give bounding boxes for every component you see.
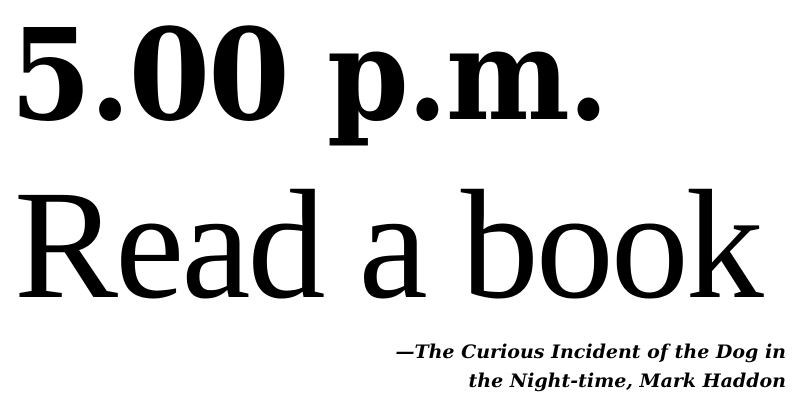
- attribution: [266, 338, 786, 396]
- attribution-line-2: the Night-time, Mark Haddon: [468, 370, 786, 392]
- attribution-line-1: —The Curious Incident of the Dog in: [395, 341, 786, 363]
- action-heading: Read a book: [14, 158, 761, 331]
- time-heading: 5.00 p.m.: [10, 1, 607, 149]
